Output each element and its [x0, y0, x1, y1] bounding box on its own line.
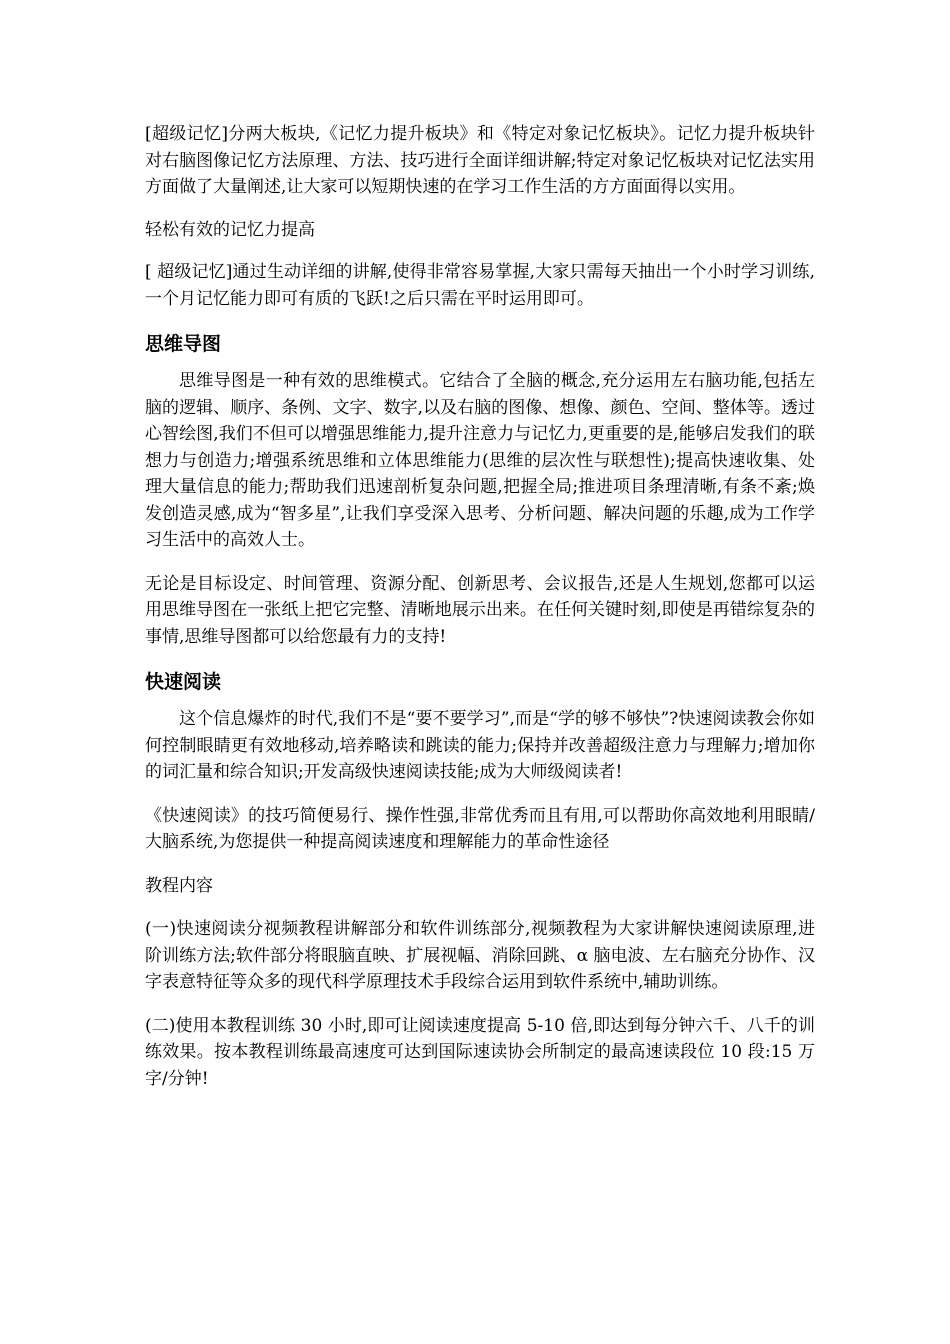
speedread-subheading: 教程内容 [145, 875, 213, 896]
speedread-paragraph-2: 《快速阅读》的技巧简便易行、操作性强,非常优秀而且有用,可以帮助你高效地利用眼睛/大脑系统,为您提供一种提高阅读速度和理解能力的革命性途径 [145, 805, 815, 852]
memory-detail-paragraph: [ 超级记忆]通过生动详细的讲解,使得非常容易掌握,大家只需每天抽出一个小时学习训练,一个月记忆能力即可有质的飞跃!之后只需在平时运用即可。 [145, 262, 815, 309]
document-page [145, 121, 815, 1092]
mindmap-paragraph-1: 思维导图是一种有效的思维模式。它结合了全脑的概念,充分运用左右脑功能,包括左脑的逻辑、顺序、条例、文字、数字,以及右脑的图像、想像、颜色、空间、整体等。透过心智绘图,我们不但可以增强思维能力,提升注意力与记忆力,更重要的是,能够启发我们的联想力与创造力;增强系统思维和立体思维能力(思维的层次性与联想性);提高快速收集、处理大量信息的能力;帮助我们迅速剖析复杂问题,把握全局;推进项目条理清晰,有条不紊;焕发创造灵感,成为“智多星”,让我们享受深入思考、分析问题、解决问题的乐趣,成为工作学习生活中的高效人士。 [145, 371, 815, 550]
mindmap-paragraph-2: 无论是目标设定、时间管理、资源分配、创新思考、会议报告,还是人生规划,您都可以运用思维导图在一张纸上把它完整、清晰地展示出来。在任何关键时刻,即使是再错综复杂的事情,思维导图都可以给您最有力的支持! [145, 573, 815, 647]
speedread-heading: 快速阅读 [145, 671, 222, 693]
memory-intro-paragraph: [超级记忆]分两大板块,《记忆力提升板块》和《特定对象记忆板块》。记忆力提升板块针对右脑图像记忆方法原理、方法、技巧进行全面详细讲解;特定对象记忆板块对记忆法实用方面做了大量阐述,让大家可以短期快速的在学习工作生活的方方面面得以实用。 [145, 124, 815, 197]
mindmap-heading: 思维导图 [145, 333, 222, 355]
speedread-paragraph-1: 这个信息爆炸的时代,我们不是“要不要学习”,而是“学的够不够快”?快速阅读教会你如何控制眼睛更有效地移动,培养略读和跳读的能力;保持并改善超级注意力与理解力;增加你的词汇量和综合知识;开发高级快速阅读技能;成为大师级阅读者! [145, 709, 815, 782]
memory-subheading: 轻松有效的记忆力提高 [145, 219, 315, 240]
speedread-item-2: (二)使用本教程训练 30 小时,即可让阅读速度提高 5-10 倍,即达到每分钟六千、八千的训练效果。按本教程训练最高速度可达到国际速读协会所制定的最高速读段位 10 段:15 万字/分钟! [145, 1015, 815, 1089]
speedread-item-1: (一)快速阅读分视频教程讲解部分和软件训练部分,视频教程为大家讲解快速阅读原理,进阶训练方法;软件部分将眼脑直映、扩展视幅、消除回跳、α 脑电波、左右脑充分协作、汉字表意特征等众多的现代科学原理技术手段综合运用到软件系统中,辅助训练。 [145, 919, 815, 992]
